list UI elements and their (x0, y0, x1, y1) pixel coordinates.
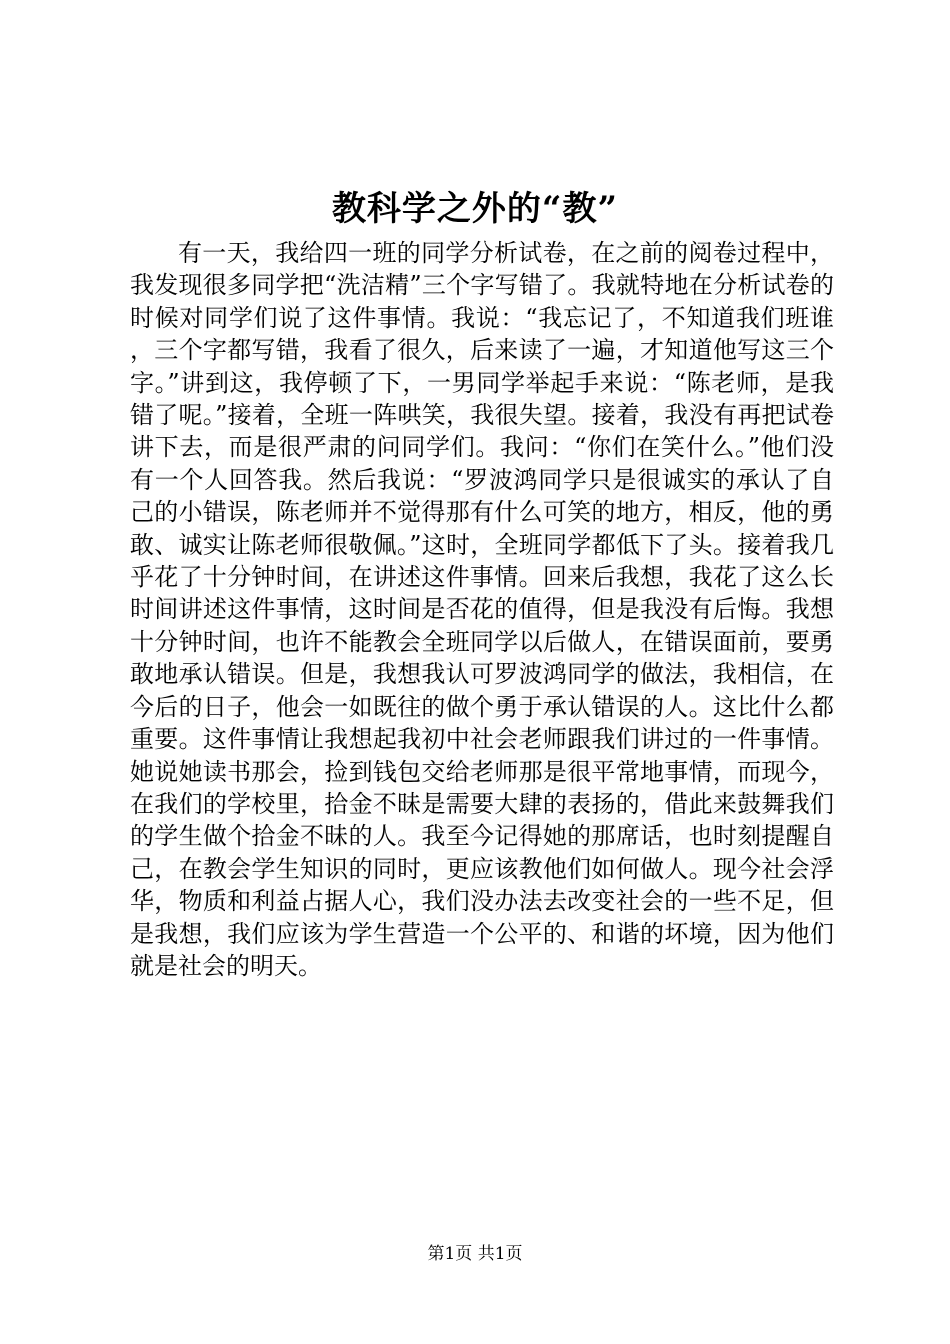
page-title: 教科学之外的“教” (331, 189, 619, 229)
page-footer: 第1页 共1页 (427, 1244, 523, 1264)
body-paragraph: 有一天，我给四一班的同学分析试卷，在之前的阅卷过程中，我发现很多同学把“洗洁精”三个字写错了。我就特地在分析试卷的时候对同学们说了这件事情。我说：“我忘记了，不知道我们班谁，三个字都写错，我看了很久，后来读了一遍，才知道他写这三个字。”讲到这，我停顿了下，一男同学举起手来说：“陈老师，是我错了呢。”接着，全班一阵哄笑，我很失望。接着，我没有再把试卷讲下去，而是很严肃的问同学们。我问：“你们在笑什么。”他们没有一个人回答我。然后我说：“罗波鸿同学只是很诚实的承认了自己的小错误，陈老师并不觉得那有什么可笑的地方，相反，他的勇敢、诚实让陈老师很敬佩。”这时，全班同学都低下了头。接着我几乎花了十分钟时间，在讲述这件事情。回来后我想，我花了这么长时间讲述这件事情，这时间是否花的值得，但是我没有后悔。我想十分钟时间，也许不能教会全班同学以后做人，在错误面前，要勇敢地承认错误。但是，我想我认可罗波鸿同学的做法，我相信，在今后的日子，他会一如既往的做个勇于承认错误的人。这比什么都重要。这件事情让我想起我初中社会老师跟我们讲过的一件事情。她说她读书那会，捡到钱包交给老师那是很平常地事情，而现今，在我们的学校里，拾金不昧是需要大肆的表扬的，借此来鼓舞我们的学生做个拾金不昧的人。我至今记得她的那席话，也时刻提醒自己，在教会学生知识的同时，更应该教他们如何做人。现今社会浮华，物质和利益占据人心，我们没办法去改变社会的一些不足，但是我想，我们应该为学生营造一个公平的、和谐的坏境，因为他们就是社会的明天。 (130, 239, 834, 980)
